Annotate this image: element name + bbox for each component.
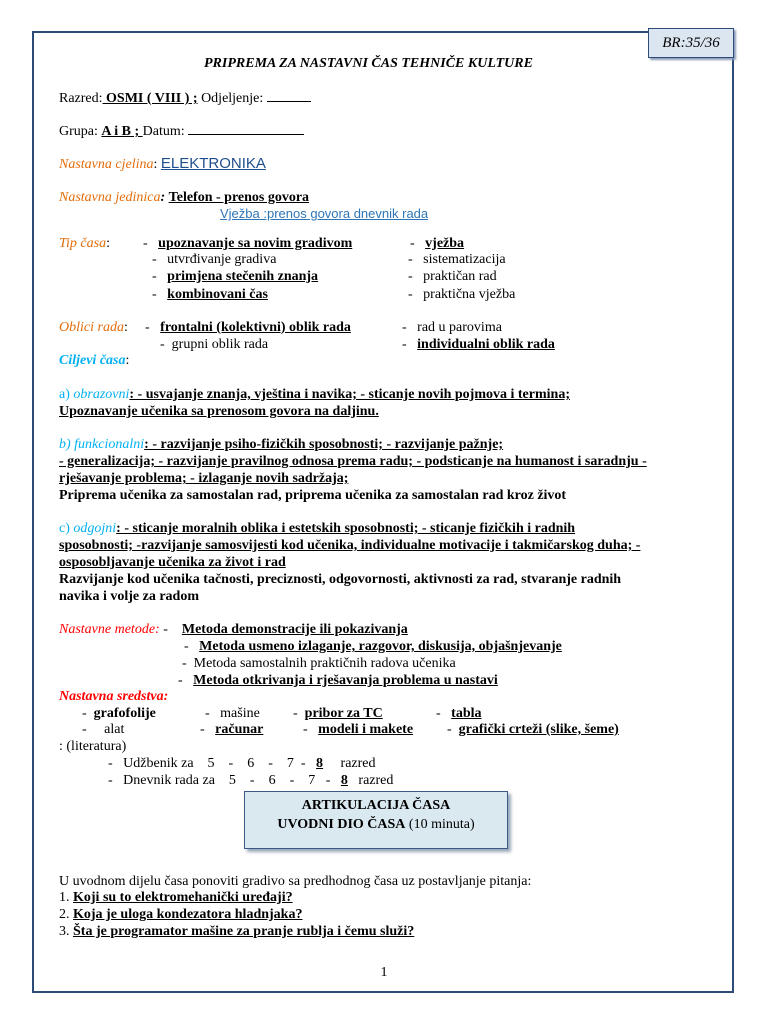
- sredstva-r2-3-text: modeli i makete: [318, 722, 414, 737]
- sredstva-r1-3: - pribor za TC: [293, 706, 383, 721]
- artikulacija-subtitle: UVODNI DIO ČASA: [277, 817, 406, 832]
- oblici-label-row: [59, 319, 128, 336]
- oblici-right-1-text: rad u parovima: [417, 320, 502, 335]
- tip-right-1: - vježba: [410, 236, 465, 251]
- sredstva-r2-1: - alat: [82, 722, 125, 737]
- tip-left-3: - primjena stečenih znanja: [152, 269, 319, 284]
- oblici-right-1: - rad u parovima: [402, 320, 502, 335]
- funkcionalni-line-3: rješavanje problema; - izlaganje novih sadržaja;: [59, 471, 349, 486]
- odgojni-line-2: sposobnosti; -razvijanje samosvijesti kod učenika, individualne motivacije i takmičarskog duha; -: [59, 538, 641, 553]
- datum-label: Datum:: [142, 124, 185, 139]
- jedinica-value: Telefon - prenos govora: [168, 190, 310, 205]
- funkcionalni-prefix: b): [59, 437, 75, 452]
- tip-left-1-text: upoznavanje sa novim gradivom: [158, 236, 353, 251]
- artikulacija-time: (10 minuta): [405, 817, 475, 832]
- uvod-question-1: [59, 889, 293, 906]
- tip-right-2-text: sistematizacija: [423, 252, 506, 267]
- ciljevi-colon: :: [125, 353, 130, 368]
- question-1-text: Koji su to elektromehanički uređaji?: [73, 890, 293, 905]
- cjelina-row: [59, 155, 266, 173]
- sredstva-r1-4: - tabla: [436, 706, 482, 721]
- odgojni-line-5: navika i volje za radom: [59, 589, 199, 604]
- question-2-text: Koja je uloga kondezatora hladnjaka?: [73, 907, 303, 922]
- dnevnik-grade-8: 8: [340, 773, 348, 788]
- tip-right-1-text: vježba: [425, 236, 465, 251]
- uvod-text: U uvodnom dijelu časa ponoviti gradivo sa predhodnog časa uz postavljanje pitanja:: [59, 874, 532, 889]
- metode-item-1: Metoda demonstracije ili pokazivanja: [181, 622, 408, 637]
- oblici-left-2: - grupni oblik rada: [160, 337, 269, 352]
- obrazovni-prefix: a): [59, 387, 74, 402]
- metode-item-3: Metoda samostalnih praktičnih radova učenika: [193, 656, 456, 671]
- tip-right-4: - praktična vježba: [408, 287, 516, 302]
- tip-right-3-text: praktičan rad: [423, 269, 497, 284]
- sredstva-r1-1-text: grafofolije: [93, 706, 156, 721]
- sredstva-r2-2: - računar: [200, 722, 264, 737]
- funkcionalni-line-2: - generalizacija; - razvijanje pravilnog odnosa prema radu; - podsticanje na humanost i saradnju -: [59, 454, 647, 469]
- odgojni-prefix: c): [59, 521, 74, 536]
- metode-item-2: Metoda usmeno izlaganje, razgovor, diskusija, objašnjevanje: [199, 639, 562, 654]
- sredstva-r1-1: - grafofolije: [82, 706, 156, 721]
- odgojni-line-4: Razvijanje kod učenika tačnosti, preciznosti, odgovornosti, aktivnosti za rad, stvaranje radnih: [59, 572, 622, 587]
- odgojni-label: odgojni: [73, 521, 117, 536]
- udzbenik-grade-5: 5: [207, 756, 215, 771]
- tip-left-2: - utvrđivanje gradiva: [152, 252, 277, 267]
- uvod-question-2: [59, 906, 302, 923]
- grupa-row: [59, 122, 304, 140]
- tip-casa-colon: :: [106, 236, 110, 251]
- udzbenik-label: Udžbenik za: [123, 756, 194, 771]
- obrazovni-line-2: Upoznavanje učenika sa prenosom govora na daljinu.: [59, 404, 379, 419]
- document-number-badge: BR:35/36: [648, 28, 734, 58]
- question-3-number: 3.: [59, 924, 73, 939]
- razred-row: [59, 89, 311, 107]
- metode-label: Nastavne metode:: [59, 622, 160, 637]
- tip-casa-label: Tip časa: [59, 236, 107, 251]
- metode-row-4: - Metoda otkrivanja i rješavanja problema u nastavi: [178, 673, 498, 688]
- jedinica-label: Nastavna jedinica: [59, 190, 161, 205]
- odjeljenje-label: Odjeljenje:: [197, 91, 264, 106]
- tip-left-4: - kombinovani čas: [152, 287, 268, 302]
- grupa-label: Grupa:: [59, 124, 102, 139]
- razred-label: Razred:: [59, 91, 103, 106]
- sredstva-r2-1-text: alat: [104, 722, 125, 737]
- funkcionalni-line-1: [59, 436, 503, 453]
- artikulacija-subtitle-row: [245, 815, 507, 834]
- tip-right-2: - sistematizacija: [408, 252, 506, 267]
- oblici-right-2-text: individualni oblik rada: [417, 337, 555, 352]
- tip-right-4-text: praktična vježba: [423, 287, 516, 302]
- tip-left-2-text: utvrđivanje gradiva: [167, 252, 277, 267]
- tip-right-3: - praktičan rad: [408, 269, 497, 284]
- razred-value: OSMI ( VIII ) ;: [102, 91, 198, 106]
- dnevnik-row: - Dnevnik rada za 5 - 6 - 7 - 8 razred: [108, 773, 394, 788]
- dnevnik-grade-7: 7: [308, 773, 316, 788]
- sredstva-r2-2-text: računar: [215, 722, 264, 737]
- udzbenik-grade-7: 7: [286, 756, 294, 771]
- sredstva-r1-3-text: pribor za TC: [304, 706, 383, 721]
- sredstva-r2-4-text: grafički crteži (slike, šeme): [458, 722, 619, 737]
- obrazovni-line-1: [59, 386, 570, 403]
- dnevnik-razred: razred: [358, 773, 394, 788]
- metode-row-2: - Metoda usmeno izlaganje, razgovor, diskusija, objašnjevanje: [184, 639, 562, 654]
- datum-field: [188, 122, 304, 135]
- sredstva-r1-2: - mašine: [205, 706, 260, 721]
- sredstva-r1-4-text: tabla: [451, 706, 482, 721]
- artikulacija-box: [244, 791, 508, 849]
- oblici-right-2: - individualni oblik rada: [402, 337, 555, 352]
- page-number: 1: [380, 965, 388, 980]
- question-1-number: 1.: [59, 890, 73, 905]
- question-2-number: 2.: [59, 907, 73, 922]
- sredstva-r1-2-text: mašine: [220, 706, 260, 721]
- cjelina-value: ELEKTRONIKA: [160, 155, 266, 172]
- sredstva-r2-4: - grafički crteži (slike, šeme): [447, 722, 619, 737]
- metode-row-1: Nastavne metode: - Metoda demonstracije ili pokazivanja: [59, 622, 408, 637]
- dnevnik-grade-5: 5: [228, 773, 236, 788]
- literatura-label: : (literatura): [59, 739, 127, 754]
- grupa-value: A i B ;: [101, 124, 143, 139]
- jedinica-row: [59, 189, 309, 206]
- oblici-left-2-text: grupni oblik rada: [171, 337, 269, 352]
- sredstva-label: Nastavna sredstva:: [59, 689, 169, 704]
- oblici-left-1: - frontalni (kolektivni) oblik rada: [145, 320, 351, 335]
- document-title: PRIPREMA ZA NASTAVNI ČAS TEHNIČE KULTURE: [204, 56, 533, 71]
- funkcionalni-label: funkcionalni: [74, 437, 145, 452]
- tip-left-1: - upoznavanje sa novim gradivom: [143, 236, 353, 251]
- tip-left-3-text: primjena stečenih znanja: [167, 269, 319, 284]
- dnevnik-label: Dnevnik rada za: [123, 773, 215, 788]
- metode-item-4: Metoda otkrivanja i rješavanja problema u nastavi: [193, 673, 498, 688]
- odjeljenje-field: [267, 89, 311, 102]
- ciljevi-row: [59, 352, 129, 369]
- cjelina-colon: :: [153, 157, 161, 172]
- obrazovni-label: obrazovni: [73, 387, 130, 402]
- oblici-label: Oblici rada: [59, 320, 124, 335]
- tip-casa-label-row: [59, 235, 110, 252]
- odgojni-line-3: osposobljavanje učenika za život i rad: [59, 555, 286, 570]
- question-3-text: Šta je programator mašine za pranje rublja i čemu služi?: [73, 924, 415, 939]
- obrazovni-text-1: : - usvajanje znanja, vještina i navika; - sticanje novih pojmova i termina;: [129, 387, 570, 402]
- udzbenik-row: - Udžbenik za 5 - 6 - 7 - 8 razred: [108, 756, 376, 771]
- jedinica-colon: :: [160, 190, 169, 205]
- udzbenik-grade-6: 6: [247, 756, 255, 771]
- tip-left-4-text: kombinovani čas: [167, 287, 268, 302]
- odgojni-text-1: : - sticanje moralnih oblika i estetskih sposobnosti; - sticanje fizičkih i radnih: [116, 521, 576, 536]
- cjelina-label: Nastavna cjelina: [59, 157, 154, 172]
- funkcionalni-text-1: : - razvijanje psiho-fizičkih sposobnosti; - razvijanje pažnje;: [144, 437, 504, 452]
- jedinica-subtitle: Vježba :prenos govora dnevnik rada: [220, 206, 429, 221]
- oblici-colon: :: [123, 320, 128, 335]
- artikulacija-title: ARTIKULACIJA ČASA: [301, 798, 451, 813]
- metode-row-3: - Metoda samostalnih praktičnih radova učenika: [182, 656, 456, 671]
- odgojni-line-1: [59, 520, 575, 537]
- udzbenik-grade-8: 8: [316, 756, 324, 771]
- sredstva-r2-3: - modeli i makete: [303, 722, 414, 737]
- uvod-question-3: [59, 923, 414, 940]
- dnevnik-grade-6: 6: [268, 773, 276, 788]
- funkcionalni-line-4: Priprema učenika za samostalan rad, priprema učenika za samostalan rad kroz život: [59, 488, 567, 503]
- ciljevi-label: Ciljevi časa: [59, 353, 126, 368]
- udzbenik-razred: razred: [340, 756, 376, 771]
- oblici-left-1-text: frontalni (kolektivni) oblik rada: [160, 320, 351, 335]
